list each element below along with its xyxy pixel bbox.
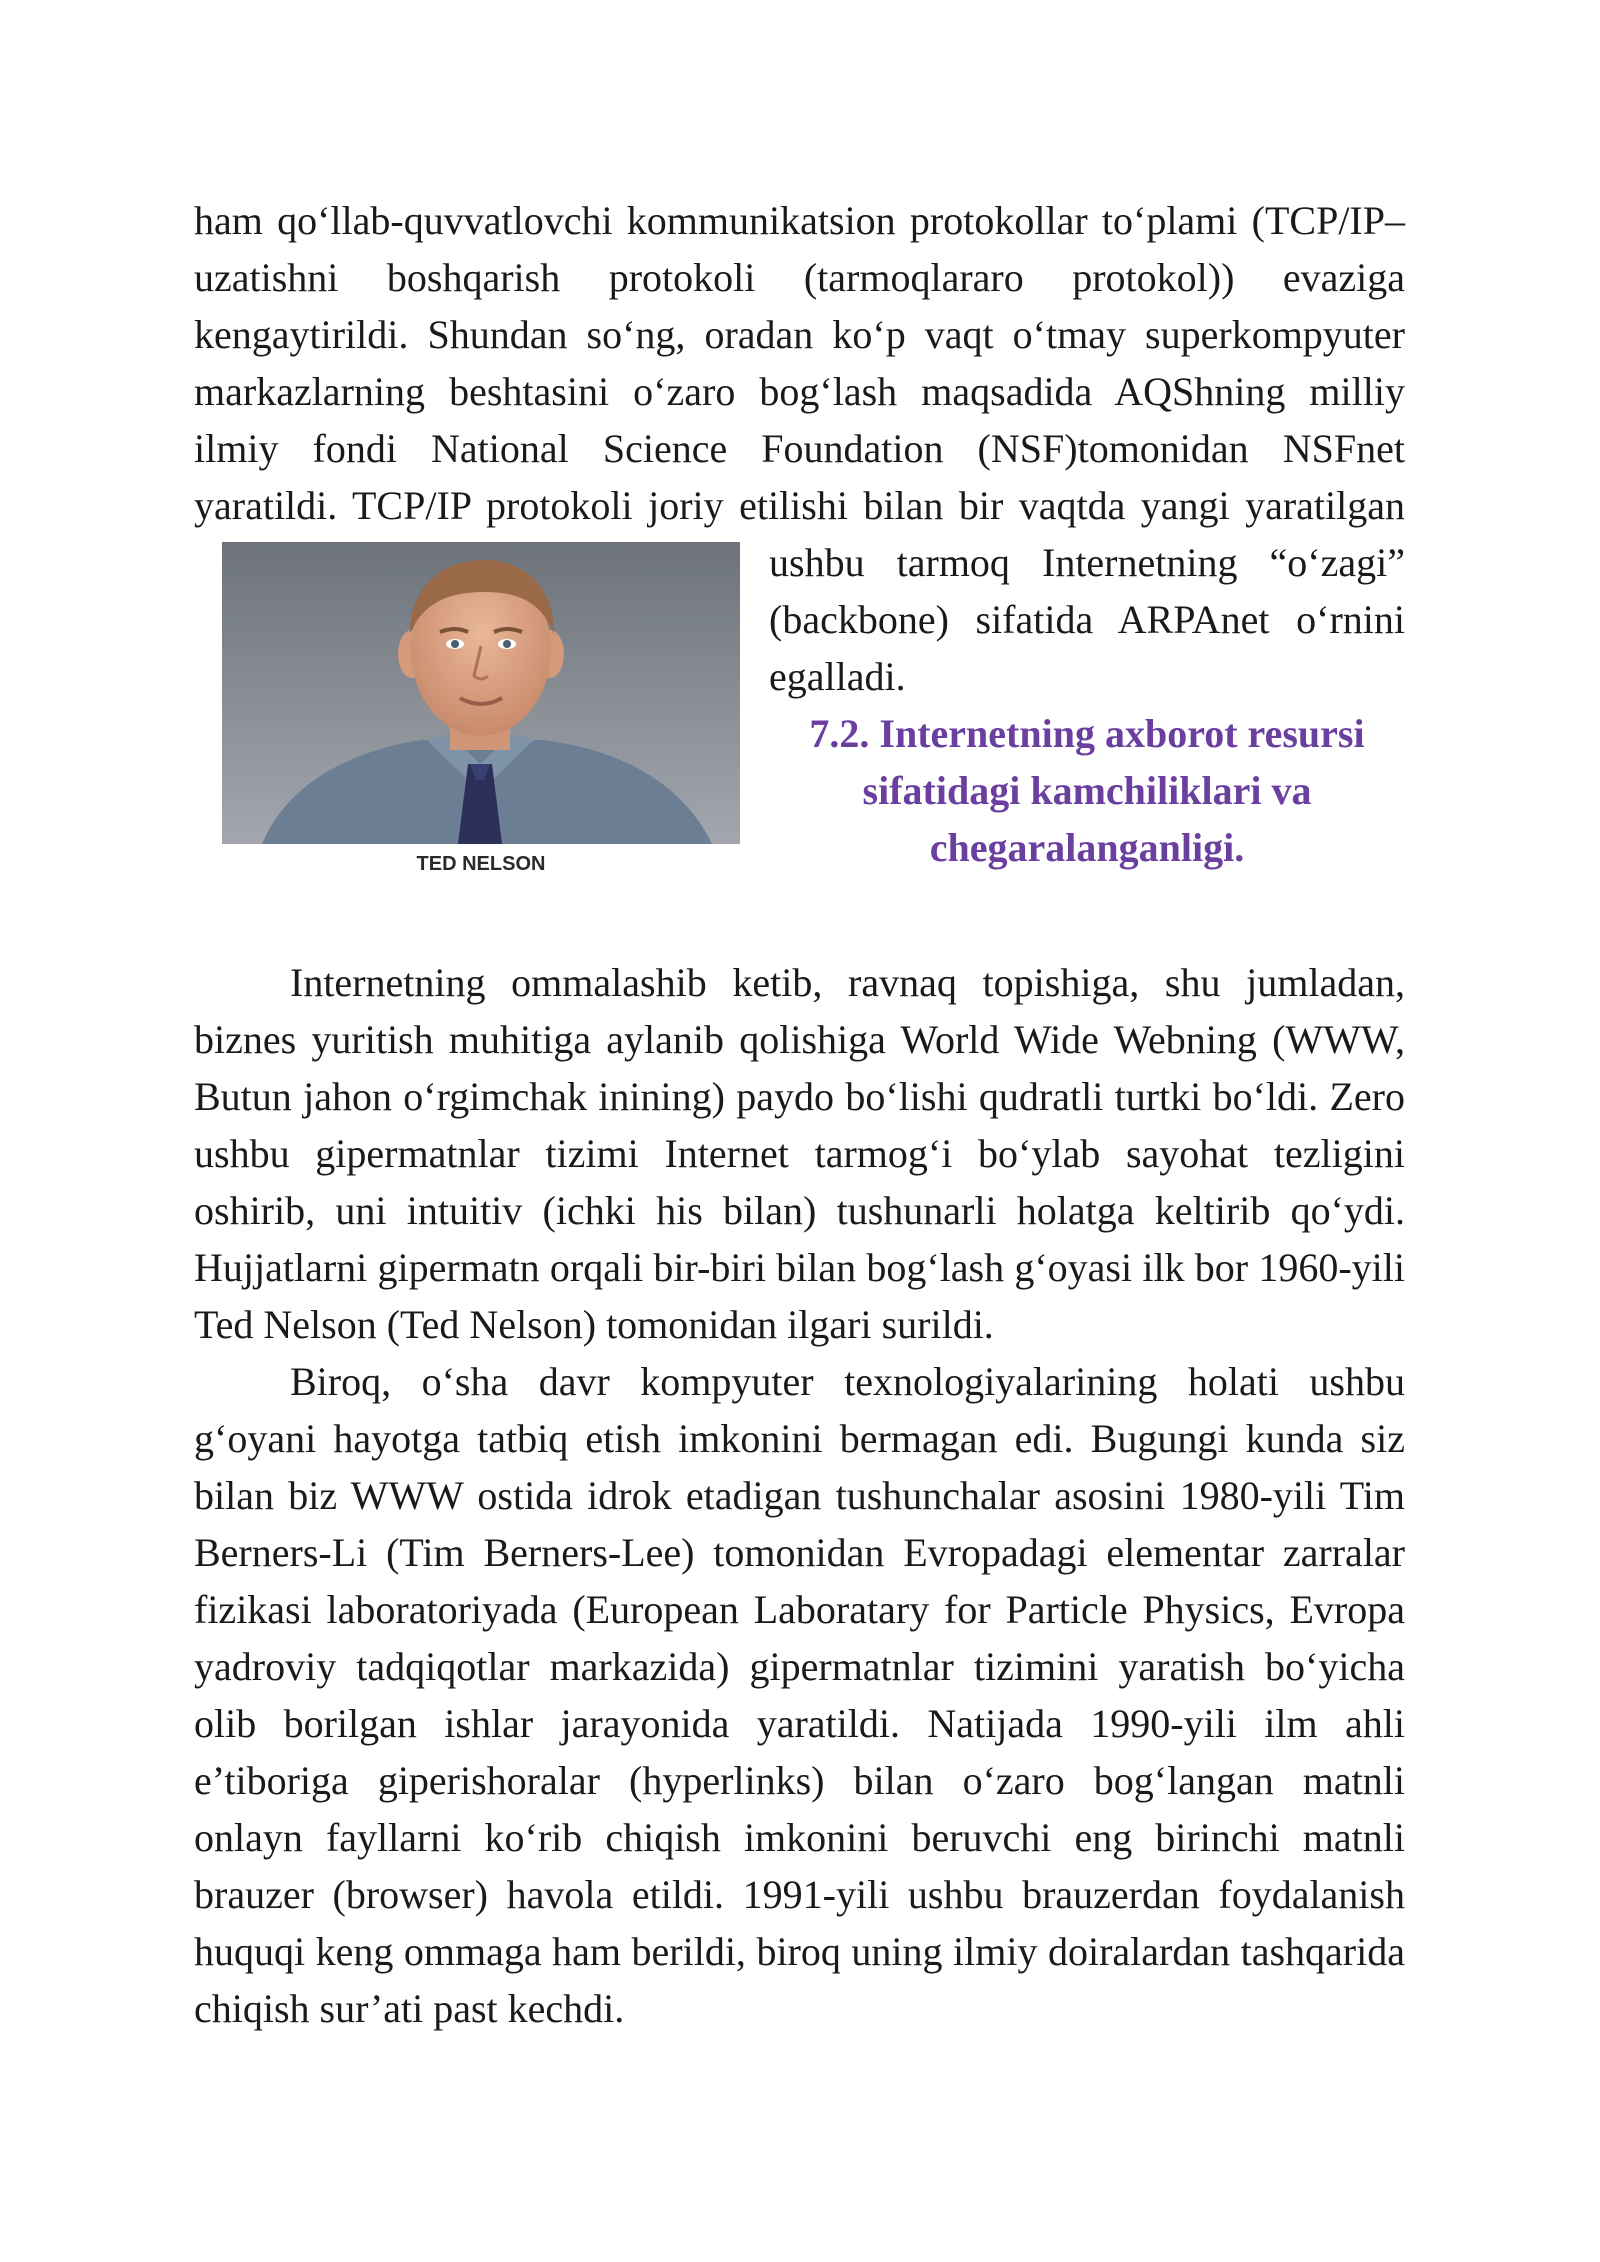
paragraph-1: ham qo‘llab-quvvatlovchi kommunikatsion protokollar to‘plami (TCP/IP– uzatishni boshqarish protokoli (tarmoqlararo protokol)) evaziga kengaytirildi. Shundan so‘ng, oradan ko‘p vaqt o‘tmay superkompyuter markazlarning beshtasini o‘zaro bog‘lash maqsadida AQShning milliy ilmiy fondi National Science Foundation (NSF)tomonidan NSFnet yaratildi. TCP/IP protokoli joriy etilishi bilan bir vaqtda yangi yaratilgan ushbu tarmoq Internetning “o‘zagi” (backbone) sifatida ARPAnet o‘rnini egalladi. <box>194 198 1405 699</box>
paragraph-2: Internetning ommalashib ketib, ravnaq topishiga, shu jumladan, biznes yuritish muhitiga aylanib qolishiga World Wide Webning (WWW, Butun jahon o‘rgimchak inining) paydo bo‘lishi qudratli turtki bo‘ldi. Zero ushbu gipermatnlar tizimi Internet tarmog‘i bo‘ylab sayohat tezligini oshirib, uni intuitiv (ichki his bilan) tushunarli holatga keltirib qo‘ydi. Hujjatlarni gipermatn orqali bir-biri bilan bog‘lash g‘oyasi ilk bor 1960-yili Ted Nelson (Ted Nelson) tomonidan ilgari surildi. <box>194 960 1405 1347</box>
paragraph-3: Biroq, o‘sha davr kompyuter texnologiyalarining holati ushbu g‘oyani hayotga tatbiq etish imkonini bermagan edi. Bugungi kunda siz bilan biz WWW ostida idrok etadigan tushunchalar asosini 1980-yili Tim Berners-Li (Tim Berners-Lee) tomonidan Evropadagi elementar zarralar fizikasi laboratoriyada (European Laboratary for Particle Physics, Evropa yadroviy tadqiqotlar markazida) gipermatnlar tizimini yaratish bo‘yicha olib borilgan ishlar jarayonida yaratildi. Natijada 1990-yili ilm ahli e’tiboriga giperishoralar (hyperlinks) bilan o‘zaro bog‘langan matnli onlayn fayllarni ko‘rib chiqish imkonini beruvchi eng birinchi matnli brauzer (browser) havola etildi. 1991-yili ushbu brauzerdan foydalanish huquqi keng ommaga ham berildi, biroq uning ilmiy doiralardan tashqarida chiqish sur’ati past kechdi. <box>194 1359 1405 2031</box>
paragraph-1-container <box>194 192 1405 876</box>
portrait-illustration <box>222 542 740 844</box>
portrait-figure <box>194 534 769 954</box>
document-page <box>194 192 1405 2037</box>
portrait-photo <box>222 542 740 844</box>
portrait-caption: TED NELSON <box>416 853 546 875</box>
section-heading: 7.2. Internetning axborot resursi sifatidagi kamchiliklari va chegaralanganligi. <box>809 711 1365 870</box>
